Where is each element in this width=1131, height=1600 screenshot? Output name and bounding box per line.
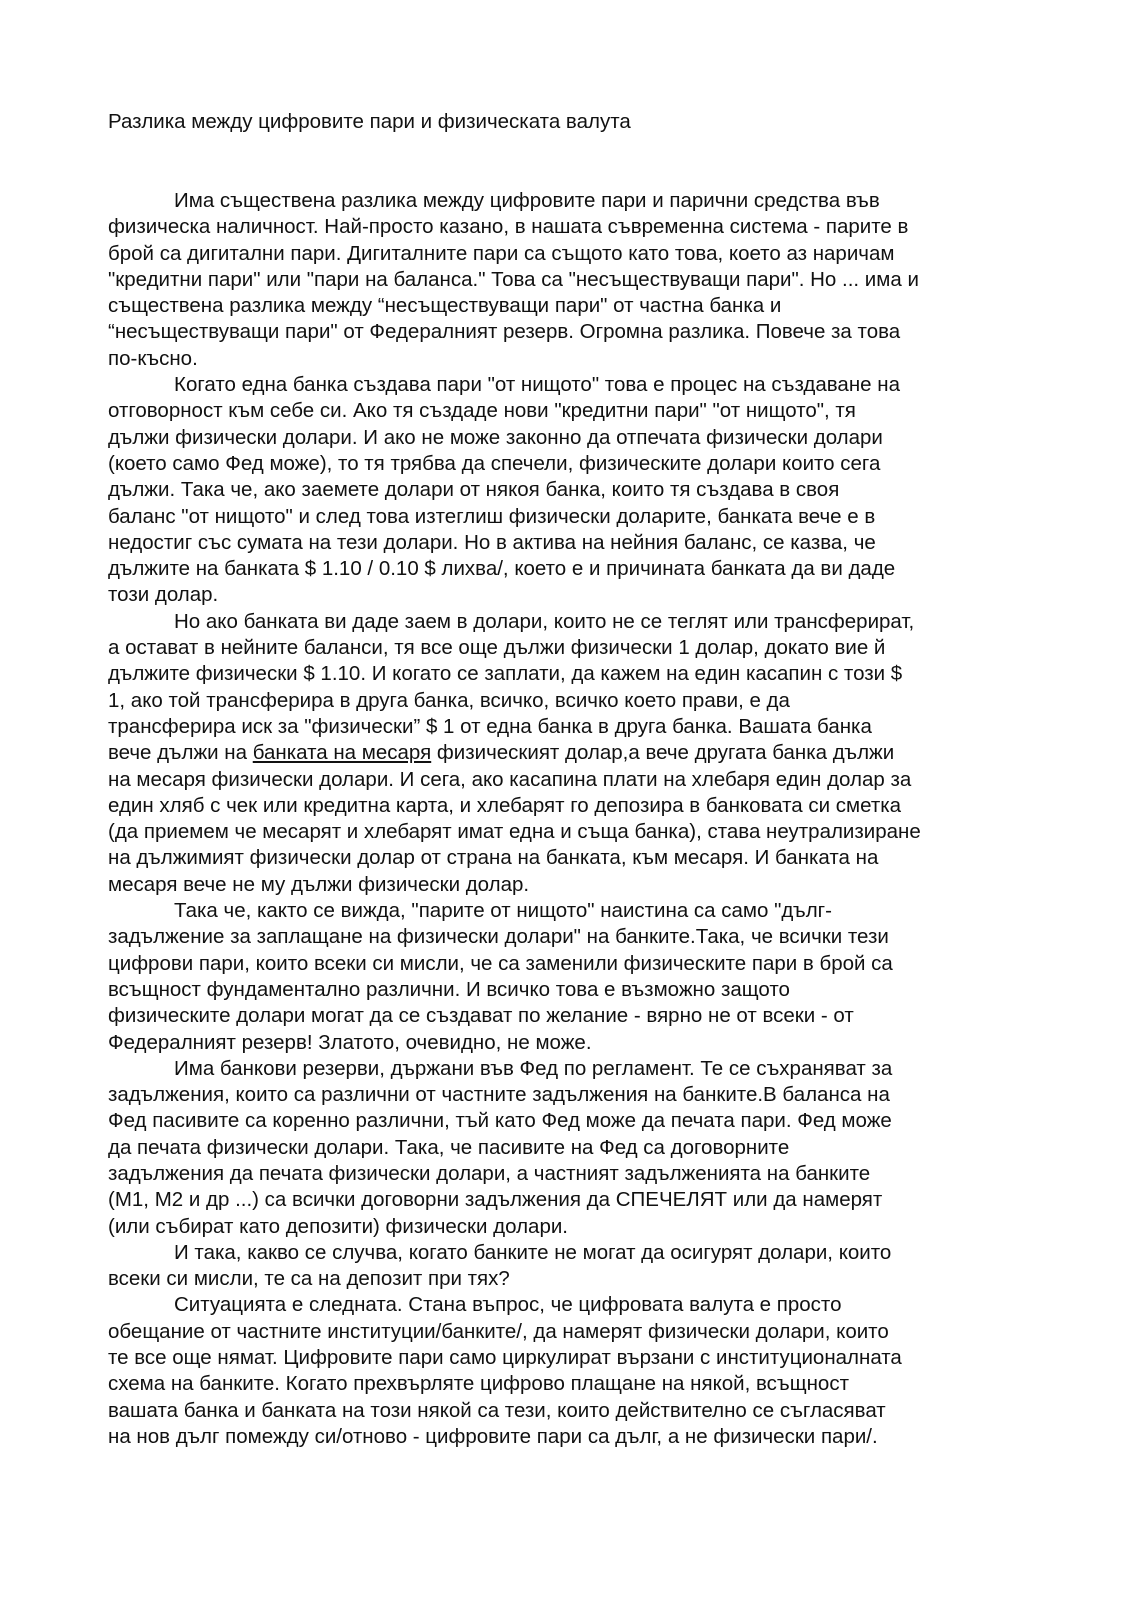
text-line: по-късно. bbox=[108, 346, 198, 370]
text-line: 1, ако той трансферира в друга банка, всичко, всичко което прави, е да bbox=[108, 688, 790, 712]
text-line: физическите долари могат да се създават по желание - вярно не от всеки - от bbox=[108, 1004, 854, 1028]
text-line: на нов дълг помежду си/отново - цифровите пари са дълг, а не физически пари/. bbox=[108, 1424, 878, 1448]
text-line: да печата физически долари. Така, че пасивите на Фед са договорните bbox=[108, 1135, 790, 1159]
text-line: задължения да печата физически долари, а частният задълженията на банките bbox=[108, 1161, 871, 1185]
paragraph-5 bbox=[108, 1056, 1038, 1240]
text-line: Има съществена разлика между цифровите пари и парични средства във bbox=[174, 189, 880, 212]
paragraph-6 bbox=[108, 1240, 1038, 1293]
text-segment: физическият долар,а вече другата банка дължи bbox=[431, 741, 895, 765]
text-line: съществена разлика между “несъществуващи пари" от частна банка и bbox=[108, 294, 782, 318]
text-line: дължите физически $ 1.10. И когато се заплати, да кажем на един касапин с този $ bbox=[108, 662, 903, 686]
text-line: този долар. bbox=[108, 583, 219, 607]
text-line: месаря вече не му дължи физически долар. bbox=[108, 872, 530, 896]
text-line: трансферира иск за "физически” $ 1 от една банка в друга банка. Вашата банка bbox=[108, 714, 872, 738]
text-line: на месаря физически долари. И сега, ако касапина плати на хлебаря един долар за bbox=[108, 767, 912, 791]
text-line: отговорност към себе си. Ако тя създаде нови "кредитни пари" "от нищото", тя bbox=[108, 399, 856, 423]
text-line: баланс "от нищото" и след това изтеглиш физически доларите, банката вече е в bbox=[108, 504, 876, 528]
paragraph-2 bbox=[108, 372, 1038, 609]
text-line: схема на банките. Когато прехвърляте цифрово плащане на някой, всъщност bbox=[108, 1372, 849, 1396]
text-line: вашата банка и банката на този някой са тези, които действително се съгласяват bbox=[108, 1398, 886, 1422]
paragraph-4 bbox=[108, 898, 1038, 1056]
text-line: всъщност фундаментално различни. И всичко това е възможно защото bbox=[108, 977, 790, 1001]
text-line: цифрови пари, които всеки си мисли, че са заменили физическите пари в брой са bbox=[108, 951, 893, 975]
text-line: на дължимият физически долар от страна на банката, към месаря. И банката на bbox=[108, 846, 879, 870]
text-line: един хляб с чек или кредитна карта, и хлебарят го депозира в банковата си сметка bbox=[108, 793, 902, 817]
text-line: Ситуацията е следната. Стана въпрос, че цифровата валута е просто bbox=[174, 1293, 842, 1317]
text-line-with-link bbox=[108, 740, 1038, 766]
text-line: всеки си мисли, те са на депозит при тях? bbox=[108, 1267, 510, 1291]
text-line: физическа наличност. Най-просто казано, в нашата съвременна система - парите в bbox=[108, 215, 909, 239]
text-segment: вече дължи на bbox=[108, 741, 253, 765]
text-line: брой са дигитални пари. Дигиталните пари са същото като това, което аз наричам bbox=[108, 241, 895, 265]
text-line: “несъществуващи пари" от Федералният резерв. Огромна разлика. Повече за това bbox=[108, 320, 901, 344]
text-line: Фед пасивите са коренно различни, тъй като Фед може да печата пари. Фед може bbox=[108, 1109, 892, 1133]
text-line: "кредитни пари" или "пари на баланса." Това са "несъществуващи пари". Но ... има и bbox=[108, 267, 919, 291]
text-line: (М1, М2 и др ...) са всички договорни задължения да СПЕЧЕЛЯТ или да намерят bbox=[108, 1188, 883, 1212]
text-line: те все още нямат. Цифровите пари само циркулират вързани с институционалната bbox=[108, 1346, 902, 1370]
butcher-bank-link[interactable]: банката на месаря bbox=[252, 741, 432, 765]
paragraph-7 bbox=[108, 1292, 1038, 1450]
text-line: дължи физически долари. И ако не може законно да отпечата физически долари bbox=[108, 425, 883, 449]
text-line: Когато една банка създава пари "от нищото" това е процес на създаване на bbox=[174, 373, 900, 397]
document-body bbox=[108, 188, 1038, 1450]
text-line: (което само Фед може), то тя трябва да спечели, физическите долари които сега bbox=[108, 451, 881, 475]
text-line: а остават в нейните баланси, тя все още дължи физически 1 долар, докато вие й bbox=[108, 636, 886, 660]
paragraph-3 bbox=[108, 609, 1038, 898]
text-line: И така, какво се случва, когато банките не могат да осигурят долари, които bbox=[174, 1240, 892, 1264]
text-line: Има банкови резерви, държани във Фед по регламент. Те се съхраняват за bbox=[174, 1056, 893, 1080]
text-line: дължи. Така че, ако заемете долари от някоя банка, които тя създава в своя bbox=[108, 478, 840, 502]
text-line: задължение за заплащане на физически долари" на банките.Така, че всички тези bbox=[108, 925, 889, 949]
text-line: обещание от частните институции/банките/, да намерят физически долари, които bbox=[108, 1319, 889, 1343]
text-line: задължения, които са различни от частните задължения на банките.В баланса на bbox=[108, 1083, 890, 1107]
text-line: (да приемем че месарят и хлебарят имат една и съща банка), става неутрализиране bbox=[108, 820, 921, 844]
text-line: Но ако банката ви даде заем в долари, които не се теглят или трансферират, bbox=[174, 609, 915, 633]
text-line: (или събират като депозити) физически долари. bbox=[108, 1214, 568, 1238]
text-line: Така че, както се вижда, "парите от нищото" наистина са само "дълг- bbox=[174, 899, 832, 923]
text-line: Федералният резерв! Златото, очевидно, не може. bbox=[108, 1030, 592, 1054]
text-line: недостиг със сумата на тези долари. Но в актива на нейния баланс, се казва, че bbox=[108, 530, 876, 554]
paragraph-1 bbox=[108, 188, 1038, 372]
document-title: Разлика между цифровите пари и физическата валута bbox=[108, 110, 631, 133]
text-line: дължите на банката $ 1.10 / 0.10 $ лихва/, което е и причината банката да ви даде bbox=[108, 557, 896, 581]
